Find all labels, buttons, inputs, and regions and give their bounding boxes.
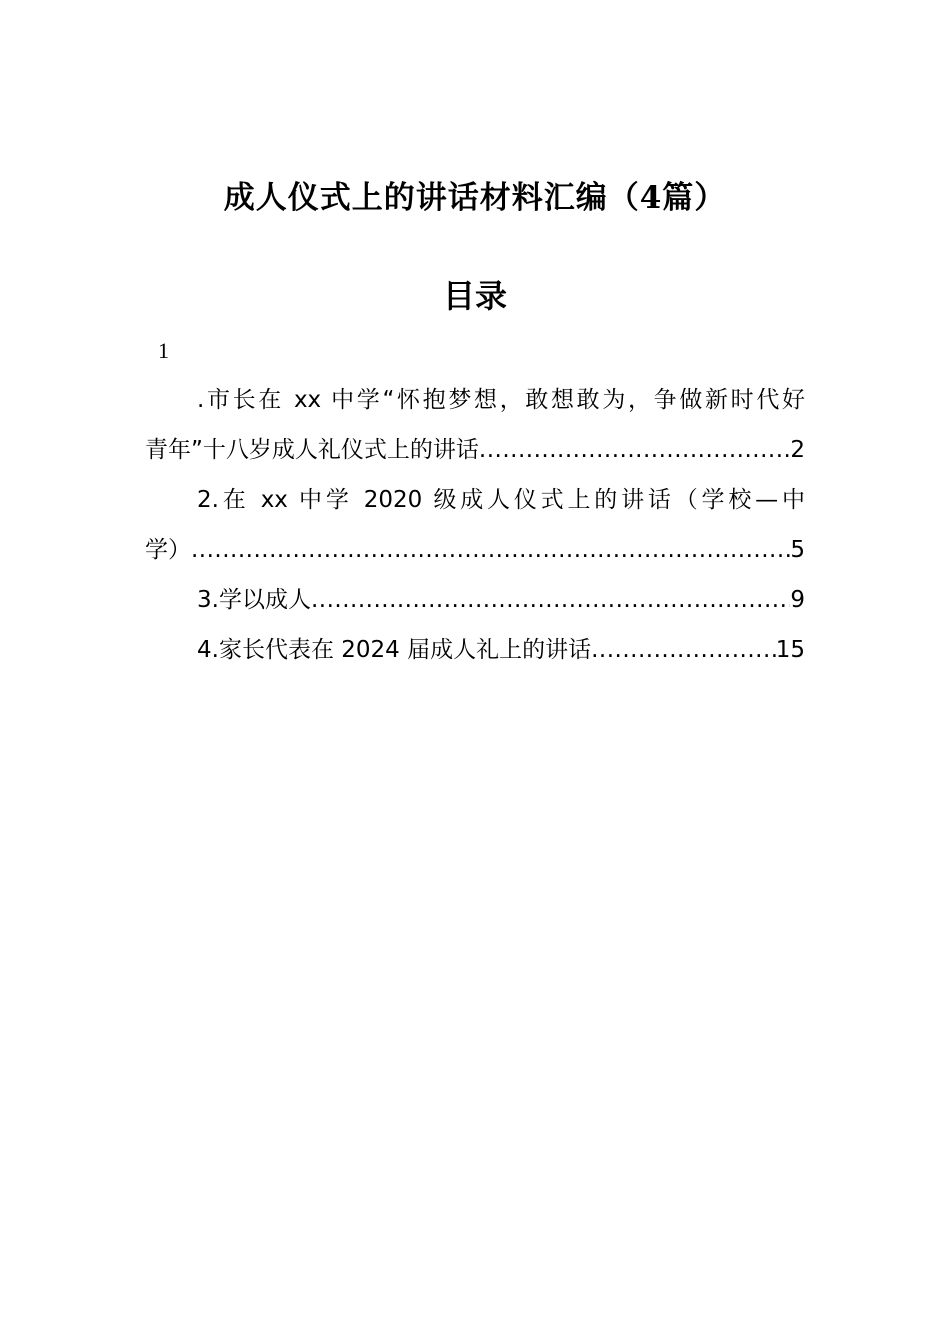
toc-leader-dots [191, 525, 790, 575]
toc-leader-dots [479, 425, 790, 475]
toc-entry[interactable] [145, 625, 805, 675]
toc-entry-title-line1: 2.在 xx 中学 2020 级成人仪式上的讲话（学校—中 [197, 487, 805, 513]
toc-entry-title-line2: 青年”十八岁成人礼仪式上的讲话 [145, 437, 479, 463]
toc-page-number: 15 [775, 637, 805, 663]
document-title: 成人仪式上的讲话材料汇编（4篇） [223, 180, 727, 216]
toc-entry-title-line1: .市长在 xx 中学“怀抱梦想，敢想敢为，争做新时代好 [197, 387, 805, 413]
toc-entry-line [145, 525, 805, 575]
toc-page-number: 9 [790, 587, 805, 613]
toc-entry-line [145, 425, 805, 475]
toc-leader-dots [591, 625, 776, 675]
toc-entry-title-line2: 学） [145, 537, 191, 563]
toc-entry-line [145, 375, 805, 425]
toc-entry-line [145, 625, 805, 675]
toc-entry-title: 4.家长代表在 2024 届成人礼上的讲话 [197, 637, 592, 663]
toc-entry-title: 3.学以成人 [197, 587, 311, 613]
toc-entry[interactable] [145, 375, 805, 475]
toc-page-number: 2 [790, 437, 805, 463]
toc-leader-dots [311, 575, 790, 625]
toc-entry-line [145, 475, 805, 525]
toc-list-marker: 1 [158, 338, 169, 363]
toc-entry[interactable] [145, 475, 805, 575]
table-of-contents [145, 375, 805, 675]
toc-page-number: 5 [790, 537, 805, 563]
toc-entry[interactable] [145, 575, 805, 625]
toc-heading: 目录 [442, 277, 507, 315]
toc-entry-line [145, 575, 805, 625]
